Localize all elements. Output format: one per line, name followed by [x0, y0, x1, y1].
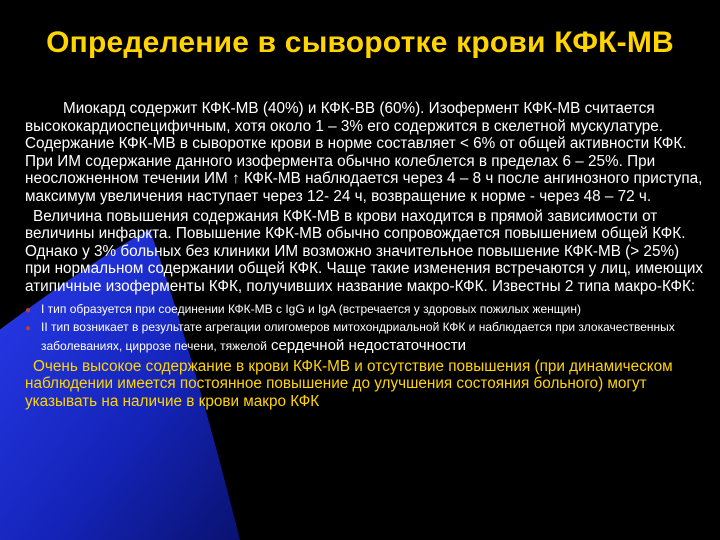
list-item: ● II тип возникает в результате агрегации олигомеров митохондриальной КФК и наблюдается при злокачественных заболеваниях, циррозе печени, тяжелой сердечной недостаточности: [25, 319, 675, 354]
paragraph-macro-ck: Величина повышения содержания КФК-МВ в крови находится в прямой зависимости от величины инфаркта. Повышение КФК-МВ обычно сопровождается повышением общей КФК. Однако у 3% больных без клиники ИМ возможно значительное повышение КФК-МВ (> 25%) при нормальном содержании общей КФК. Чаще такие изменения встречаются у лиц, имеющих атипичные изоферменты КФК, получивших название макро-КФК. Известны 2 типа макро-КФК:: [25, 207, 704, 295]
bullet-icon: ●: [25, 322, 32, 334]
paragraph-conclusion: Очень высокое содержание в крови КФК-МВ и отсутствие повышения (при динамическом наблюдении имеется постоянное повышение до улучшения состояния больного) могут указывать на наличие в крови макро КФК: [25, 357, 673, 410]
macro-ck-types-list: [25, 301, 705, 355]
bullet-icon: ●: [25, 304, 32, 316]
list-item: ● I тип образуется при соединении КФК-МВ с IgG и IgA (встречается у здоровых пожилых женщин): [25, 301, 705, 319]
paragraph-ck-mb-norms: Миокард содержит КФК-МВ (40%) и КФК-ВВ (60%). Изофермент КФК-МВ считается высококардиоспецифичным, хотя около 1 – 3% его содержится в скелетной мускулатуре. Содержание КФК-МВ в сыворотке крови в норме составляет < 6% от общей активности КФК. При ИМ содержание данного изофермента обычно колеблется в пределах 6 – 25%. При неосложненном течении ИМ ↑ КФК-МВ наблюдается через 4 – 8 ч после ангинозного приступа, максимум увеличения наступает через 12- 24 ч, возвращение к норме - через 48 – 72 ч.: [25, 100, 703, 205]
slide-title: Определение в сыворотке крови КФК-МВ: [46, 26, 674, 59]
slide-body: [25, 100, 705, 410]
